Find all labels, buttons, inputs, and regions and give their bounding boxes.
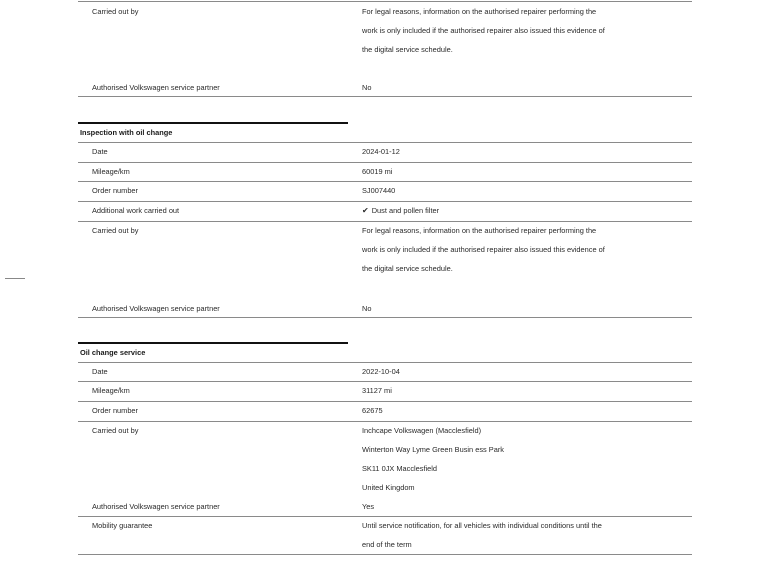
order-label: Order number (92, 186, 139, 195)
additional-work-value: ✔ Dust and pollen filter (362, 206, 440, 215)
check-icon: ✔ (362, 206, 369, 215)
divider (78, 1, 692, 2)
section-title-oil-change: Oil change service (80, 348, 146, 357)
mobility-guarantee-label: Mobility guarantee (92, 521, 153, 530)
margin-mark (5, 278, 25, 279)
divider (78, 381, 692, 382)
carried-out-by-value: For legal reasons, information on the authorised repairer performing the work is only included if the authorised repairer also issued this evidence of the digital service schedule. (362, 7, 605, 54)
carried-out-by-label: Carried out by (92, 226, 139, 235)
carried-out-by-label: Carried out by (92, 7, 139, 16)
partner-value: Yes (362, 502, 375, 511)
carried-out-by-value: Inchcape Volkswagen (Macclesfield) Winterton Way Lyme Green Busin ess Park SK11 0JX Macclesfield United Kingdom (362, 426, 504, 492)
divider (78, 162, 692, 163)
divider (78, 362, 692, 363)
mileage-value: 60019 mi (362, 167, 393, 176)
order-value: SJ007440 (362, 186, 396, 195)
carried-out-by-label: Carried out by (92, 426, 139, 435)
divider (78, 554, 692, 555)
divider (78, 96, 692, 97)
section-rule (78, 122, 348, 124)
mileage-label: Mileage/km (92, 167, 130, 176)
partner-label: Authorised Volkswagen service partner (92, 502, 220, 511)
divider (78, 201, 692, 202)
partner-value: No (362, 304, 372, 313)
order-label: Order number (92, 406, 139, 415)
date-value: 2022-10-04 (362, 367, 400, 376)
partner-label: Authorised Volkswagen service partner (92, 83, 220, 92)
order-value: 62675 (362, 406, 383, 415)
date-label: Date (92, 147, 108, 156)
mileage-label: Mileage/km (92, 386, 130, 395)
divider (78, 317, 692, 318)
section-rule (78, 342, 348, 344)
divider (78, 401, 692, 402)
divider (78, 142, 692, 143)
section-title-inspection: Inspection with oil change (80, 128, 173, 137)
partner-value: No (362, 83, 372, 92)
mobility-guarantee-value: Until service notification, for all vehicles with individual conditions until the end of the term (362, 521, 602, 549)
divider (78, 421, 692, 422)
partner-label: Authorised Volkswagen service partner (92, 304, 220, 313)
date-value: 2024-01-12 (362, 147, 400, 156)
carried-out-by-value: For legal reasons, information on the authorised repairer performing the work is only included if the authorised repairer also issued this evidence of the digital service schedule. (362, 226, 605, 273)
date-label: Date (92, 367, 108, 376)
divider (78, 516, 692, 517)
divider (78, 181, 692, 182)
mileage-value: 31127 mi (362, 386, 392, 395)
divider (78, 221, 692, 222)
additional-work-label: Additional work carried out (92, 206, 180, 215)
